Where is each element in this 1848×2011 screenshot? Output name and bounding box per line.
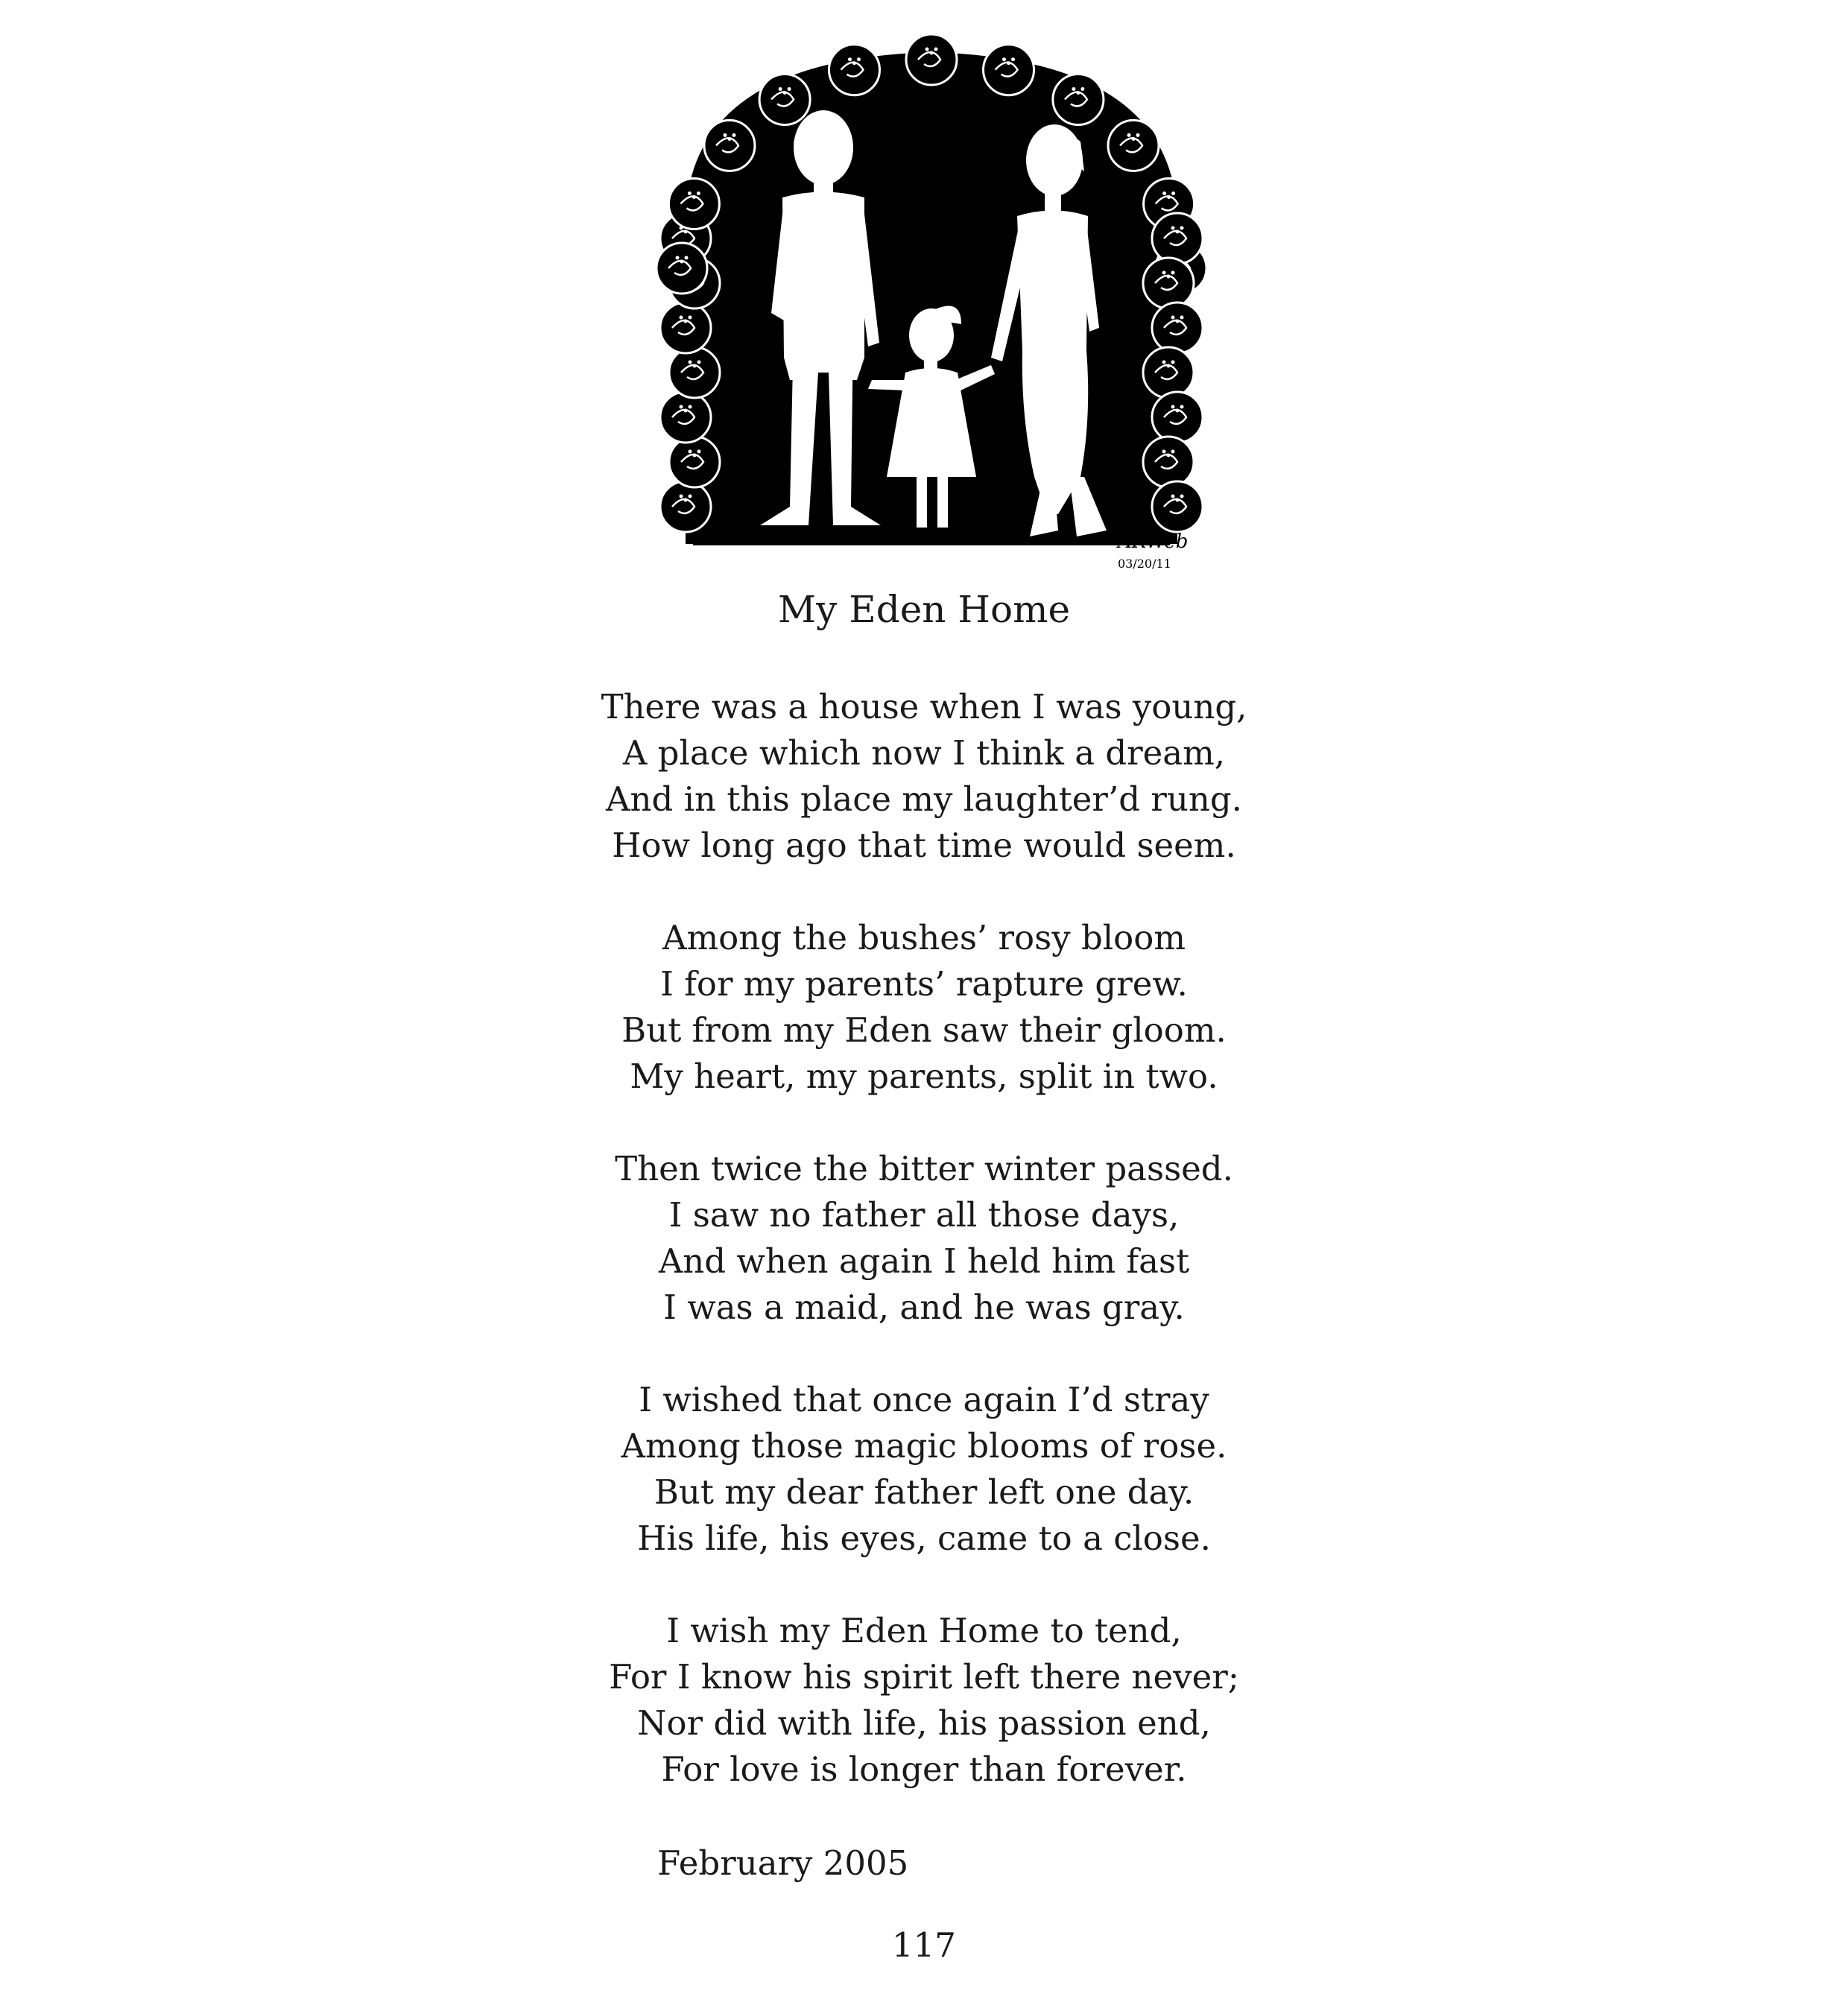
rose-bloom-icon [759, 74, 810, 124]
rose-bloom-icon [1152, 392, 1203, 443]
rose-bloom-icon [1152, 481, 1203, 532]
rose-bloom-icon [669, 437, 720, 487]
rose-bloom-icon [656, 243, 707, 294]
stanza-2 [0, 915, 1848, 1100]
illustration-svg [641, 30, 1222, 574]
poem-line: I wish my Eden Home to tend, [666, 1611, 1182, 1650]
rose-bloom-icon [829, 45, 879, 95]
rose-bloom-icon [660, 392, 711, 443]
signature-date: 03/20/11 [1118, 557, 1171, 571]
rose-bloom-icon [1152, 213, 1203, 264]
poem-line: Among the bushes’ rosy bloom [662, 918, 1186, 957]
rose-bloom-icon [1108, 120, 1159, 171]
rose-bloom-icon [1152, 303, 1203, 353]
poem-line: And when again I held him fast [658, 1241, 1190, 1281]
rose-bloom-icon [1143, 258, 1194, 308]
rose-bloom-icon [984, 45, 1034, 95]
poem-line: I saw no father all those days, [668, 1195, 1180, 1235]
stanza-1 [0, 684, 1848, 869]
poem-line: I was a maid, and he was gray. [663, 1288, 1185, 1327]
rose-bloom-icon [660, 303, 711, 353]
poem-line: How long ago that time would seem. [612, 826, 1236, 865]
silhouette-illustration [641, 30, 1222, 574]
poem-line: His life, his eyes, came to a close. [637, 1518, 1211, 1558]
poem-line: For love is longer than forever. [661, 1749, 1187, 1789]
poem-line: I for my parents’ rapture grew. [660, 964, 1188, 1004]
stanza-4 [0, 1377, 1848, 1562]
stanza-5 [0, 1608, 1848, 1793]
poem-line: But from my Eden saw their gloom. [621, 1010, 1227, 1050]
poem-line: There was a house when I was young, [601, 687, 1247, 726]
rose-bloom-icon [1143, 347, 1194, 398]
poem-line: Then twice the bitter winter passed. [615, 1149, 1233, 1188]
rose-bloom-icon [906, 34, 957, 85]
poem-date: February 2005 [657, 1843, 909, 1883]
rose-bloom-icon [1053, 74, 1104, 124]
poem-line: A place which now I think a dream, [622, 733, 1226, 773]
poem-title: My Eden Home [777, 588, 1071, 631]
poem-line: My heart, my parents, split in two. [630, 1057, 1218, 1096]
rose-bloom-icon [668, 178, 719, 229]
rose-bloom-icon [1143, 437, 1194, 487]
rose-bloom-icon [669, 347, 720, 398]
rose-bloom-icon [704, 120, 755, 171]
signature: ARWeb [1118, 531, 1189, 553]
poem-line: But my dear father left one day. [654, 1472, 1194, 1512]
poem-line: I wished that once again I’d stray [639, 1380, 1209, 1419]
poem-body [0, 684, 1848, 1839]
poem-line: Nor did with life, his passion end, [637, 1703, 1211, 1743]
poem-line: For I know his spirit left there never; [609, 1657, 1239, 1697]
rose-bloom-icon [660, 481, 711, 532]
poem-line: Among those magic blooms of rose. [621, 1426, 1227, 1466]
page-number: 117 [892, 1925, 956, 1965]
stanza-3 [0, 1146, 1848, 1331]
poem-line: And in this place my laughter’d rung. [606, 779, 1242, 819]
